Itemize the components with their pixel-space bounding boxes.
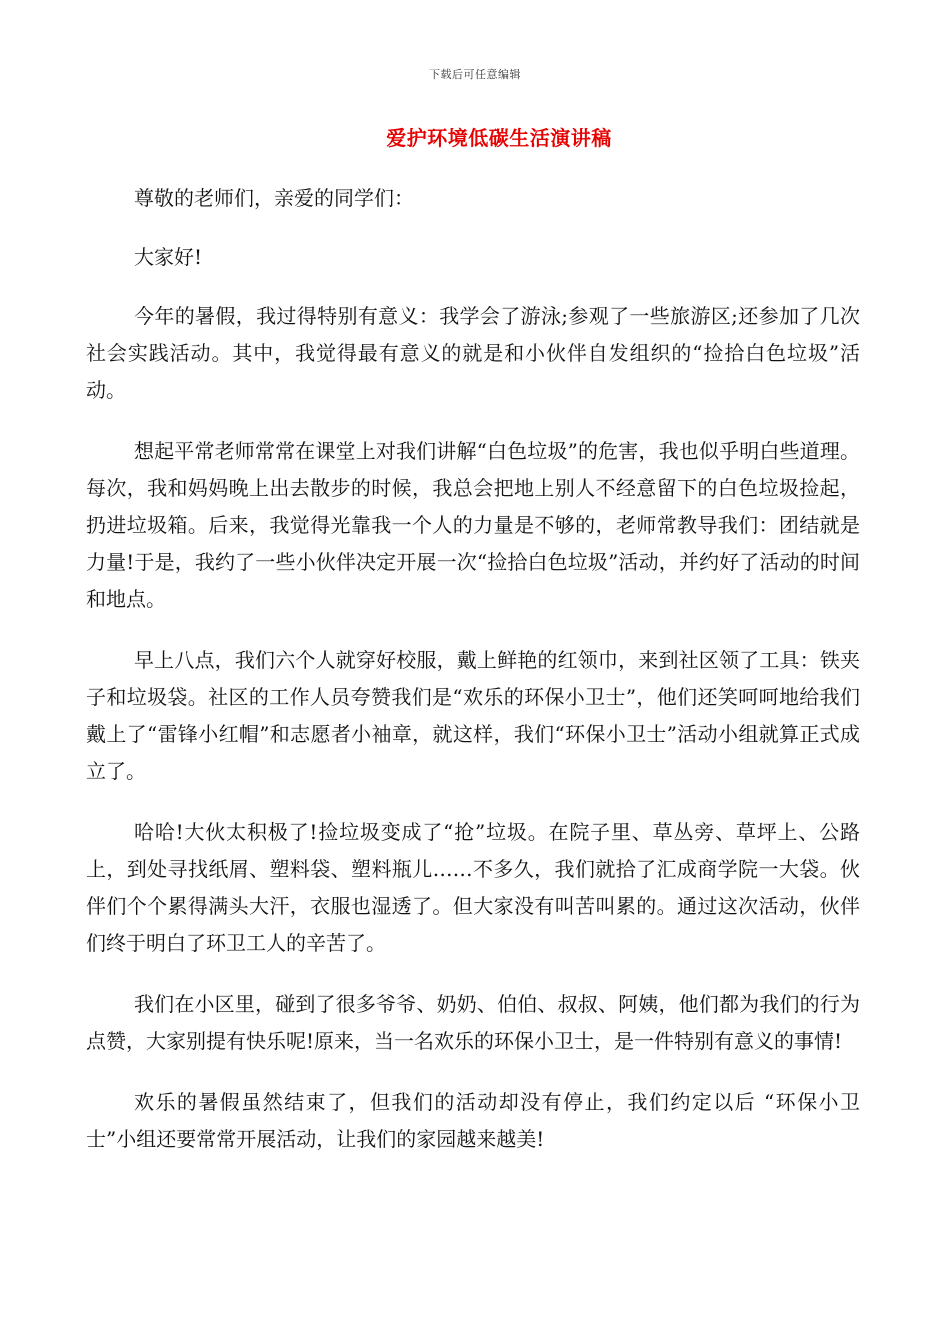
header-note: 下载后可任意编辑 — [429, 68, 521, 81]
document-body — [86, 180, 860, 1182]
body-paragraph-1: 今年的暑假，我过得特别有意义：我学会了游泳;参观了一些旅游区;还参加了几次社会实践活动。其中，我觉得最有意义的就是和小伙伴自发组织的“捡拾白色垃圾”活动。 — [86, 304, 860, 402]
body-paragraph-2: 想起平常老师常常在课堂上对我们讲解“白色垃圾”的危害，我也似乎明白些道理。每次，我和妈妈晚上出去散步的时候，我总会把地上别人不经意留下的白色垃圾捡起，扔进垃圾箱。后来，我觉得光靠我一个人的力量是不够的，老师常教导我们：团结就是力量!于是，我约了一些小伙伴决定开展一次“捡拾白色垃圾”活动，并约好了活动的时间和地点。 — [86, 439, 860, 611]
body-paragraph-6: 欢乐的暑假虽然结束了，但我们的活动却没有停止，我们约定以后 “环保小卫士”小组还要常常开展活动，让我们的家园越来越美! — [86, 1090, 860, 1151]
body-paragraph-5: 我们在小区里，碰到了很多爷爷、奶奶、伯伯、叔叔、阿姨，他们都为我们的行为点赞，大家别提有快乐呢!原来，当一名欢乐的环保小卫士，是一件特别有意义的事情! — [86, 992, 860, 1053]
hello-paragraph: 大家好! — [134, 245, 203, 269]
greeting-paragraph: 尊敬的老师们，亲爱的同学们： — [134, 186, 414, 210]
document-title: 爱护环境低碳生活演讲稿 — [386, 126, 612, 150]
body-paragraph-3: 早上八点，我们六个人就穿好校服，戴上鲜艳的红领巾，来到社区领了工具：铁夹子和垃圾袋。社区的工作人员夸赞我们是“欢乐的环保小卫士”，他们还笑呵呵地给我们戴上了“雷锋小红帽”和志愿者小袖章，就这样，我们“环保小卫士”活动小组就算正式成立了。 — [86, 648, 860, 783]
body-paragraph-4: 哈哈!大伙太积极了!捡垃圾变成了“抢”垃圾。在院子里、草丛旁、草坪上、公路上，到处寻找纸屑、塑料袋、塑料瓶儿……不多久，我们就拾了汇成商学院一大袋。伙伴们个个累得满头大汗，衣服也湿透了。但大家没有叫苦叫累的。通过这次活动，伙伴们终于明白了环卫工人的辛苦了。 — [86, 820, 860, 955]
